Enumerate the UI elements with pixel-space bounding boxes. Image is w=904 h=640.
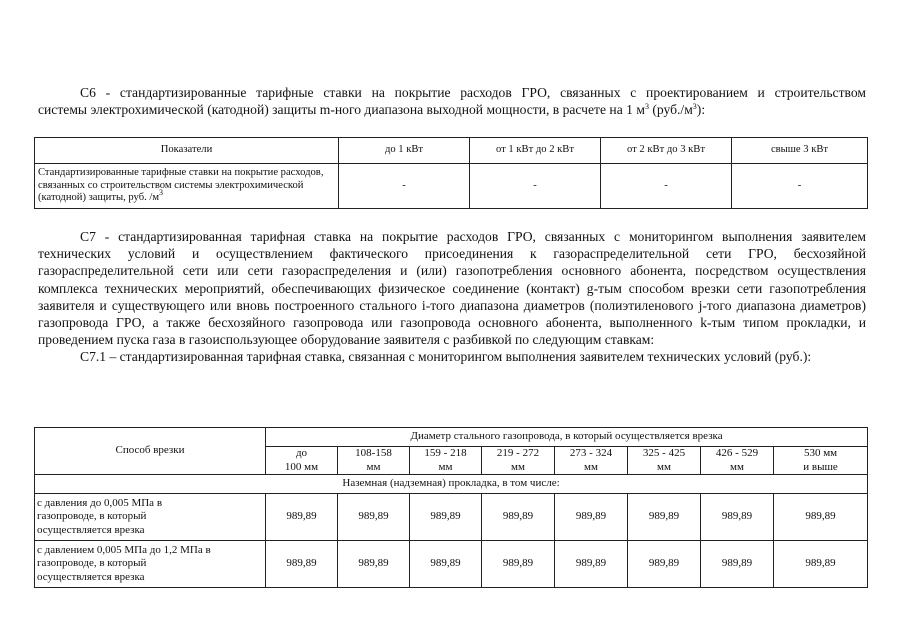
table1-row-label	[35, 164, 339, 209]
diameter-line2: 100 мм	[284, 460, 319, 473]
table2-cell: 989,89	[266, 494, 338, 541]
diameter-col-5	[555, 447, 628, 475]
row-label-line: газопроводе, в который	[37, 557, 147, 570]
diameter-col-1	[266, 447, 338, 475]
row-label-line: газопроводе, в который	[37, 510, 147, 523]
diameter-col-3	[410, 447, 482, 475]
diameter-col-4	[482, 447, 555, 475]
table2-cell: 989,89	[774, 541, 868, 588]
table2-cell: 989,89	[774, 494, 868, 541]
diameter-line2: мм	[511, 460, 525, 473]
table2-cell: 989,89	[628, 541, 701, 588]
diameter-line2: мм	[584, 460, 598, 473]
diameter-line1: 159 - 218	[424, 447, 467, 459]
table2-cell: 989,89	[555, 494, 628, 541]
table1-header-col2: от 1 кВт до 2 кВт	[470, 138, 601, 164]
c7-paragraph	[38, 228, 866, 366]
diameter-line1: 273 - 324	[569, 447, 613, 459]
diameter-line1: 325 - 425	[642, 447, 686, 459]
table1-cell: -	[601, 164, 732, 209]
row-label-line: осуществляется врезка	[37, 523, 145, 536]
c71-rates-table	[34, 427, 868, 588]
row-label-line: с давления до 0,005 МПа в	[37, 496, 163, 509]
table1-row-label-text: Стандартизированные тарифные ставки на покрытие расходов, связанных со строительством системы электрохимической (катодной) защиты, руб. /м	[38, 167, 324, 204]
diameter-line2: и выше	[803, 460, 838, 473]
c6-line2-mid: (руб./м	[648, 102, 693, 118]
table2-cell: 989,89	[701, 541, 774, 588]
c7-text: С7 - стандартизированная тарифная ставка на покрытие расходов ГРО, связанных с мониторингом выполнения заявителем технических условий и осуществлением фактического присоединения к газораспределительной сети ГРО, бесхозяйной газораспределительной сети или сети газораспределения и (или) газопотребления основного абонента, посредством осуществления комплекса технических мероприятий, обеспечивающих физическое соединение (контакт) g-тым способом врезки сети газопотребления заявителя и существующего или вновь построенного стального i-того диапазона диаметров (полиэтиленового j-того диапазона диаметров) газопровода ГРО, а также бесхозяйного газопровода или газопровода основного абонента, выполненного k-тым типом прокладки, и проведением пуска газа в газоиспользующее оборудование заявителя с разбивкой по следующим ставкам:	[38, 229, 866, 348]
table2-cell: 989,89	[266, 541, 338, 588]
table2-section-label: Наземная (надземная) прокладка, в том числе:	[35, 475, 868, 494]
table2-diameter-header: Диаметр стального газопровода, в который осуществляется врезка	[266, 428, 868, 447]
c6-line1-text: С6 - стандартизированные тарифные ставки на покрытие расходов ГРО, связанных с проектированием и строительством	[80, 85, 866, 100]
row-label-line: осуществляется врезка	[37, 570, 145, 583]
diameter-col-8	[774, 447, 868, 475]
row-label-line: с давлением 0,005 МПа до 1,2 МПа в	[37, 543, 211, 556]
table2-cell: 989,89	[555, 541, 628, 588]
table2-cell: 989,89	[628, 494, 701, 541]
table2-cell: 989,89	[482, 541, 555, 588]
c6-sup1: 3	[644, 102, 649, 112]
table1-cell: -	[470, 164, 601, 209]
diameter-line2: мм	[438, 460, 453, 473]
table1-header-row	[35, 138, 868, 164]
table1-header-indicators: Показатели	[35, 138, 339, 164]
table2-cell: 989,89	[410, 494, 482, 541]
diameter-line1: 426 - 529	[715, 447, 759, 459]
table1-cell: -	[339, 164, 470, 209]
c6-sup2: 3	[692, 102, 697, 112]
table2-cell: 989,89	[410, 541, 482, 588]
diameter-line2: мм	[730, 460, 744, 473]
diameter-col-7	[701, 447, 774, 475]
table2-header-row	[35, 428, 868, 447]
c6-rates-table	[34, 137, 868, 209]
table2-cell: 989,89	[338, 541, 410, 588]
table2-row1-label	[35, 494, 266, 541]
table2-cell: 989,89	[338, 494, 410, 541]
table-row	[35, 541, 868, 588]
c6-line2	[38, 101, 866, 118]
table2-row2-label	[35, 541, 266, 588]
c6-line2-text: системы электрохимической (катодной) защиты m-ного диапазона выходной мощности, в расчете на 1 м	[38, 102, 645, 118]
diameter-line1: 219 - 272	[496, 447, 540, 459]
table1-cell: -	[732, 164, 868, 209]
diameter-line1: до	[295, 447, 308, 459]
table2-section-row	[35, 475, 868, 494]
table1-header-col3: от 2 кВт до 3 кВт	[601, 138, 732, 164]
diameter-line2: мм	[657, 460, 671, 473]
c6-line1	[38, 84, 866, 101]
table1-row-label-sup: 3	[159, 188, 164, 198]
diameter-line1: 530 мм	[803, 447, 838, 459]
table1-header-col4: свыше 3 кВт	[732, 138, 868, 164]
c6-paragraph	[38, 84, 866, 118]
c71-text: С7.1 – стандартизированная тарифная ставка, связанная с мониторингом выполнения заявителем технических условий (руб.):	[80, 349, 812, 365]
c6-line2-end: ):	[696, 102, 706, 118]
table1-header-col1: до 1 кВт	[339, 138, 470, 164]
diameter-col-2	[338, 447, 410, 475]
table-row	[35, 494, 868, 541]
diameter-line2: мм	[366, 460, 381, 473]
table2-cell: 989,89	[701, 494, 774, 541]
table2-cell: 989,89	[482, 494, 555, 541]
diameter-col-6	[628, 447, 701, 475]
table-row	[35, 164, 868, 209]
diameter-line1: 108-158	[355, 447, 392, 459]
table2-method-header: Способ врезки	[35, 428, 266, 475]
